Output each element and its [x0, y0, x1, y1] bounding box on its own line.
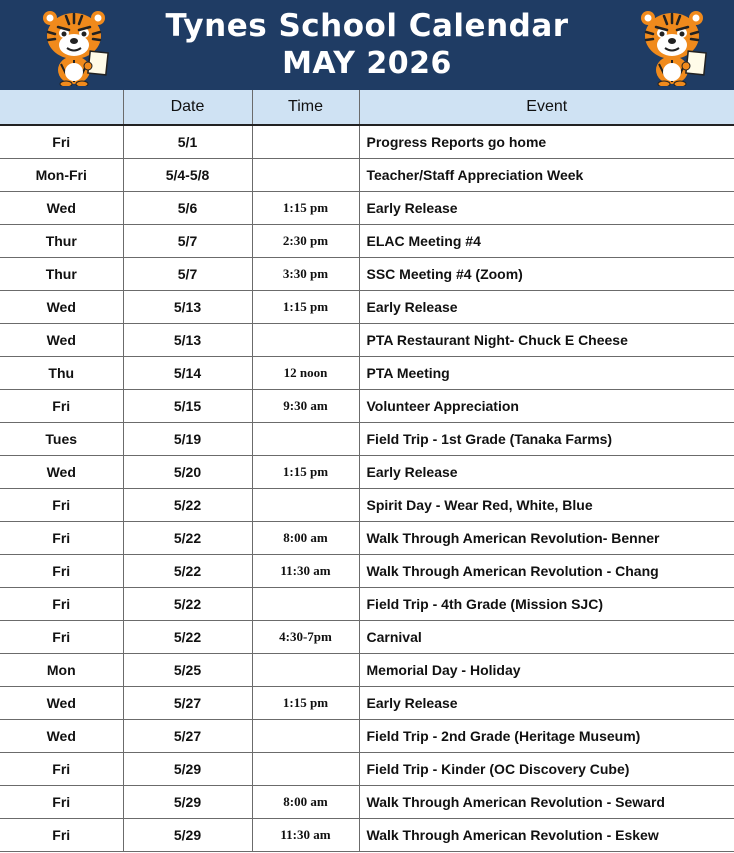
cell-day: Mon	[0, 654, 123, 687]
cell-time: 1:15 pm	[252, 192, 359, 225]
table-row	[0, 390, 734, 423]
cell-time: 9:30 am	[252, 390, 359, 423]
cell-time	[252, 324, 359, 357]
cell-time	[252, 489, 359, 522]
table-row	[0, 786, 734, 819]
table-row	[0, 819, 734, 852]
table-row	[0, 687, 734, 720]
cell-event: Volunteer Appreciation	[359, 390, 734, 423]
cell-event: PTA Restaurant Night- Chuck E Cheese	[359, 324, 734, 357]
table-row	[0, 159, 734, 192]
cell-event: Walk Through American Revolution - Chang	[359, 555, 734, 588]
column-header-date: Date	[123, 90, 252, 125]
calendar-header	[0, 0, 734, 90]
cell-event: Early Release	[359, 192, 734, 225]
cell-day: Wed	[0, 456, 123, 489]
cell-date: 5/4-5/8	[123, 159, 252, 192]
cell-event: Spirit Day - Wear Red, White, Blue	[359, 489, 734, 522]
cell-date: 5/22	[123, 621, 252, 654]
cell-time: 8:00 am	[252, 522, 359, 555]
cell-event: Early Release	[359, 687, 734, 720]
table-row	[0, 357, 734, 390]
column-header-day	[0, 90, 123, 125]
cell-event: Walk Through American Revolution- Benner	[359, 522, 734, 555]
cell-time	[252, 654, 359, 687]
cell-time: 2:30 pm	[252, 225, 359, 258]
cell-day: Fri	[0, 555, 123, 588]
table-row	[0, 753, 734, 786]
cell-time: 11:30 am	[252, 819, 359, 852]
cell-time: 11:30 am	[252, 555, 359, 588]
cell-date: 5/22	[123, 555, 252, 588]
cell-event: Field Trip - Kinder (OC Discovery Cube)	[359, 753, 734, 786]
column-header-event: Event	[359, 90, 734, 125]
cell-date: 5/14	[123, 357, 252, 390]
cell-time: 8:00 am	[252, 786, 359, 819]
cell-event: Carnival	[359, 621, 734, 654]
cell-time	[252, 125, 359, 159]
table-row	[0, 125, 734, 159]
table-row	[0, 720, 734, 753]
cell-date: 5/29	[123, 819, 252, 852]
table-row	[0, 654, 734, 687]
cell-time	[252, 159, 359, 192]
cell-time	[252, 588, 359, 621]
cell-event: Field Trip - 1st Grade (Tanaka Farms)	[359, 423, 734, 456]
cell-date: 5/22	[123, 522, 252, 555]
cell-time: 12 noon	[252, 357, 359, 390]
cell-date: 5/27	[123, 687, 252, 720]
table-row	[0, 522, 734, 555]
cell-day: Thur	[0, 225, 123, 258]
cell-time	[252, 423, 359, 456]
cell-time	[252, 720, 359, 753]
cell-event: Field Trip - 4th Grade (Mission SJC)	[359, 588, 734, 621]
table-row	[0, 324, 734, 357]
calendar-month: MAY 2026	[282, 46, 452, 81]
cell-event: Memorial Day - Holiday	[359, 654, 734, 687]
cell-day: Wed	[0, 324, 123, 357]
cell-day: Fri	[0, 621, 123, 654]
cell-time: 1:15 pm	[252, 687, 359, 720]
cell-day: Fri	[0, 125, 123, 159]
cell-day: Fri	[0, 489, 123, 522]
cell-event: Field Trip - 2nd Grade (Heritage Museum)	[359, 720, 734, 753]
cell-day: Fri	[0, 390, 123, 423]
cell-event: ELAC Meeting #4	[359, 225, 734, 258]
calendar-table	[0, 90, 734, 852]
cell-event: Progress Reports go home	[359, 125, 734, 159]
table-row	[0, 555, 734, 588]
cell-time	[252, 753, 359, 786]
table-row	[0, 621, 734, 654]
cell-date: 5/29	[123, 753, 252, 786]
cell-time: 1:15 pm	[252, 456, 359, 489]
cell-time: 3:30 pm	[252, 258, 359, 291]
cell-date: 5/7	[123, 225, 252, 258]
column-header-time: Time	[252, 90, 359, 125]
table-row	[0, 588, 734, 621]
table-row	[0, 225, 734, 258]
table-row	[0, 258, 734, 291]
cell-day: Wed	[0, 720, 123, 753]
cell-day: Thu	[0, 357, 123, 390]
cell-date: 5/20	[123, 456, 252, 489]
cell-event: Walk Through American Revolution - Eskew	[359, 819, 734, 852]
table-row	[0, 192, 734, 225]
cell-day: Fri	[0, 522, 123, 555]
cell-date: 5/15	[123, 390, 252, 423]
cell-time: 4:30-7pm	[252, 621, 359, 654]
tiger-mascot-icon	[634, 8, 710, 86]
cell-event: SSC Meeting #4 (Zoom)	[359, 258, 734, 291]
cell-date: 5/27	[123, 720, 252, 753]
cell-date: 5/13	[123, 324, 252, 357]
calendar-title: Tynes School Calendar	[165, 8, 569, 44]
cell-event: PTA Meeting	[359, 357, 734, 390]
cell-day: Wed	[0, 192, 123, 225]
cell-day: Fri	[0, 753, 123, 786]
cell-date: 5/22	[123, 489, 252, 522]
cell-event: Walk Through American Revolution - Seward	[359, 786, 734, 819]
cell-day: Fri	[0, 819, 123, 852]
table-row	[0, 423, 734, 456]
cell-date: 5/7	[123, 258, 252, 291]
cell-date: 5/25	[123, 654, 252, 687]
cell-event: Teacher/Staff Appreciation Week	[359, 159, 734, 192]
cell-event: Early Release	[359, 456, 734, 489]
table-row	[0, 489, 734, 522]
cell-time: 1:15 pm	[252, 291, 359, 324]
cell-date: 5/22	[123, 588, 252, 621]
cell-day: Fri	[0, 786, 123, 819]
cell-day: Thur	[0, 258, 123, 291]
cell-day: Mon-Fri	[0, 159, 123, 192]
table-row	[0, 456, 734, 489]
cell-event: Early Release	[359, 291, 734, 324]
table-header-row	[0, 90, 734, 125]
cell-date: 5/19	[123, 423, 252, 456]
cell-date: 5/13	[123, 291, 252, 324]
cell-date: 5/6	[123, 192, 252, 225]
cell-day: Tues	[0, 423, 123, 456]
cell-day: Wed	[0, 687, 123, 720]
cell-date: 5/1	[123, 125, 252, 159]
cell-day: Wed	[0, 291, 123, 324]
cell-day: Fri	[0, 588, 123, 621]
table-row	[0, 291, 734, 324]
cell-date: 5/29	[123, 786, 252, 819]
